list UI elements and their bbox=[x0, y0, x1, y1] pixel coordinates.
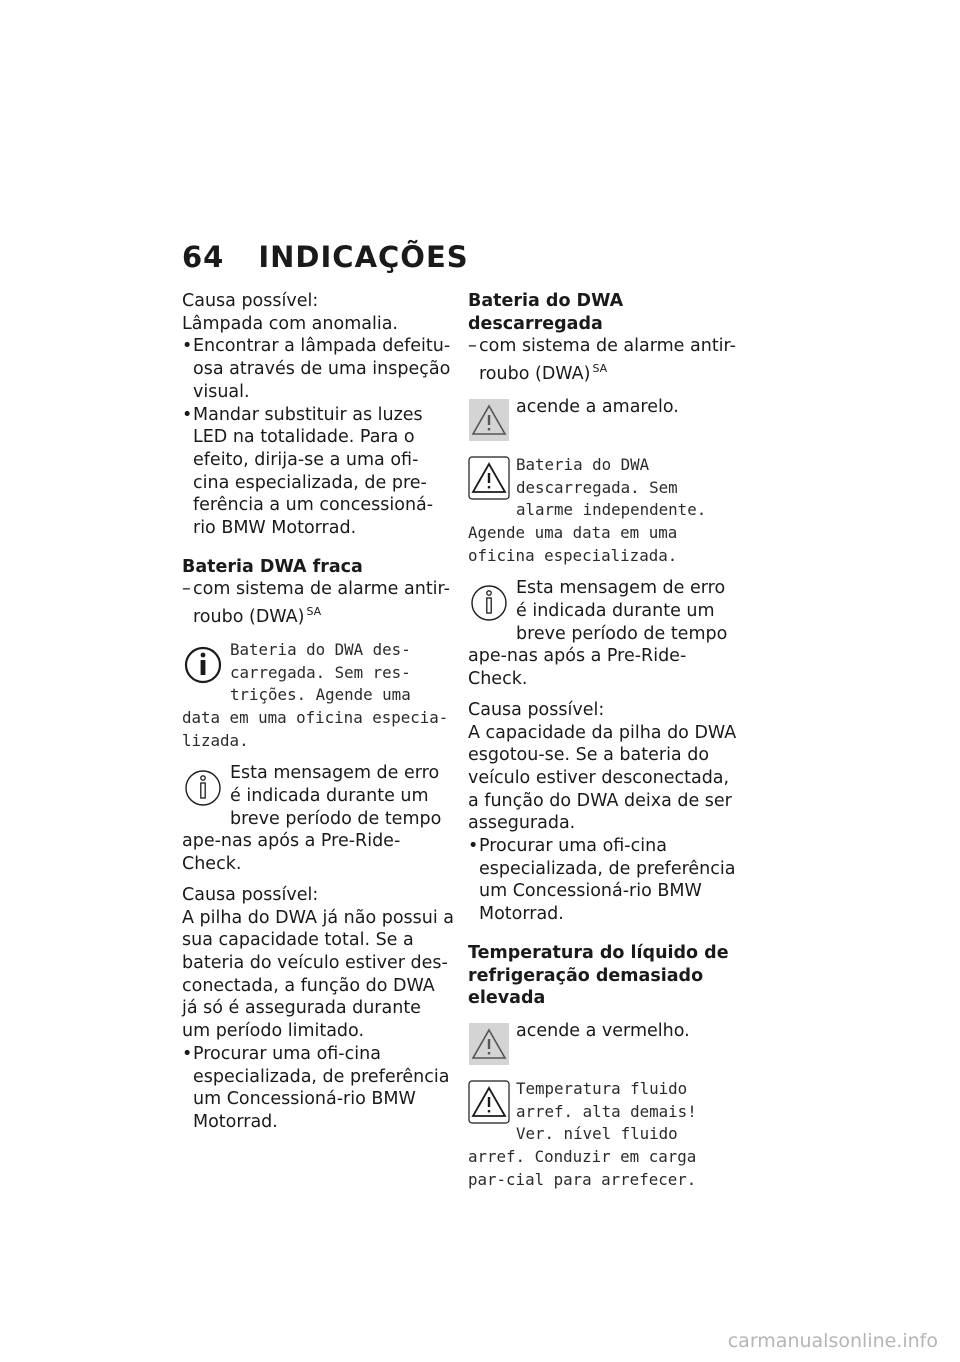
light-status: acende a amarelo. bbox=[516, 396, 679, 417]
cause-label: Causa possível: bbox=[182, 291, 319, 311]
note-icon bbox=[182, 764, 224, 808]
list-item: • Mandar substituir as luzes LED na totalidade. Para o efeito, dirija-se a uma ofi-cina especializada, de pre-ferência a um concessioná-rio BMW Motorrad. bbox=[182, 404, 454, 540]
sa-superscript: SA bbox=[592, 362, 608, 376]
condition-note: – com sistema de alarme antir-roubo (DWA) $^{SA}$ bbox=[182, 579, 450, 628]
page-title: INDICAÇÕES bbox=[258, 240, 469, 274]
left-column bbox=[182, 290, 454, 1134]
warning-icon bbox=[468, 1080, 510, 1124]
display-message: Bateria do DWA descarregada. Sem alarme independente. Agende uma data em uma oficina especializada. bbox=[468, 454, 707, 565]
section-heading-dwa-weak: Bateria DWA fraca bbox=[182, 556, 363, 577]
warning-light-icon bbox=[468, 398, 510, 442]
light-status: acende a vermelho. bbox=[516, 1020, 690, 1041]
watermark: carmanualsonline.info bbox=[727, 1330, 938, 1352]
list-item: • Procurar uma ofi-cina especializada, de preferência um Concessioná-rio BMW Motorrad. bbox=[468, 835, 740, 926]
cause-text: A capacidade da pilha do DWA esgotou-se. Se a bateria do veículo estiver desconectada, a função do DWA deixa de ser assegurada. bbox=[468, 722, 737, 834]
info-icon bbox=[182, 641, 224, 685]
cause-label: Causa possível: bbox=[182, 884, 319, 905]
list-item: • Encontrar a lâmpada defeitu-osa através de uma inspeção visual. bbox=[182, 335, 454, 403]
page-number: 64 bbox=[182, 240, 225, 274]
page-header bbox=[182, 240, 469, 274]
warning-icon bbox=[468, 456, 510, 500]
condition-note: – com sistema de alarme antir-roubo (DWA) $^{SA}$ bbox=[468, 336, 736, 385]
right-column bbox=[468, 290, 740, 1192]
list-item: • Procurar uma ofi-cina especializada, de preferência um Concessioná-rio BMW Motorrad. bbox=[182, 1043, 454, 1134]
cause-text: Lâmpada com anomalia. bbox=[182, 313, 398, 334]
section-heading-dwa-empty: Bateria do DWA descarregada bbox=[468, 291, 624, 334]
cause-text: A pilha do DWA já não possui a sua capacidade total. Se a bateria do veículo estiver des-conectada, a função do DWA já só é assegurada durante um período limitado. bbox=[182, 907, 455, 1042]
info-note: Esta mensagem de erro é indicada durante um breve período de tempo ape-nas após a Pre-Ride-Check. bbox=[468, 578, 728, 690]
info-note: Esta mensagem de erro é indicada durante um breve período de tempo ape-nas após a Pre-Ride-Check. bbox=[182, 763, 442, 875]
section-heading-coolant: Temperatura do líquido de refrigeração demasiado elevada bbox=[468, 942, 729, 1009]
display-message: Bateria do DWA des-carregada. Sem res-trições. Agende uma data em uma oficina especia-lizada. bbox=[182, 639, 449, 750]
cause-label: Causa possível: bbox=[468, 699, 605, 720]
note-icon bbox=[468, 579, 510, 623]
display-message: Temperatura fluido arref. alta demais! Ver. nível fluido arref. Conduzir em carga par-cial para arrefecer. bbox=[468, 1078, 697, 1189]
warning-light-icon bbox=[468, 1022, 510, 1066]
sa-superscript: SA bbox=[306, 605, 322, 619]
